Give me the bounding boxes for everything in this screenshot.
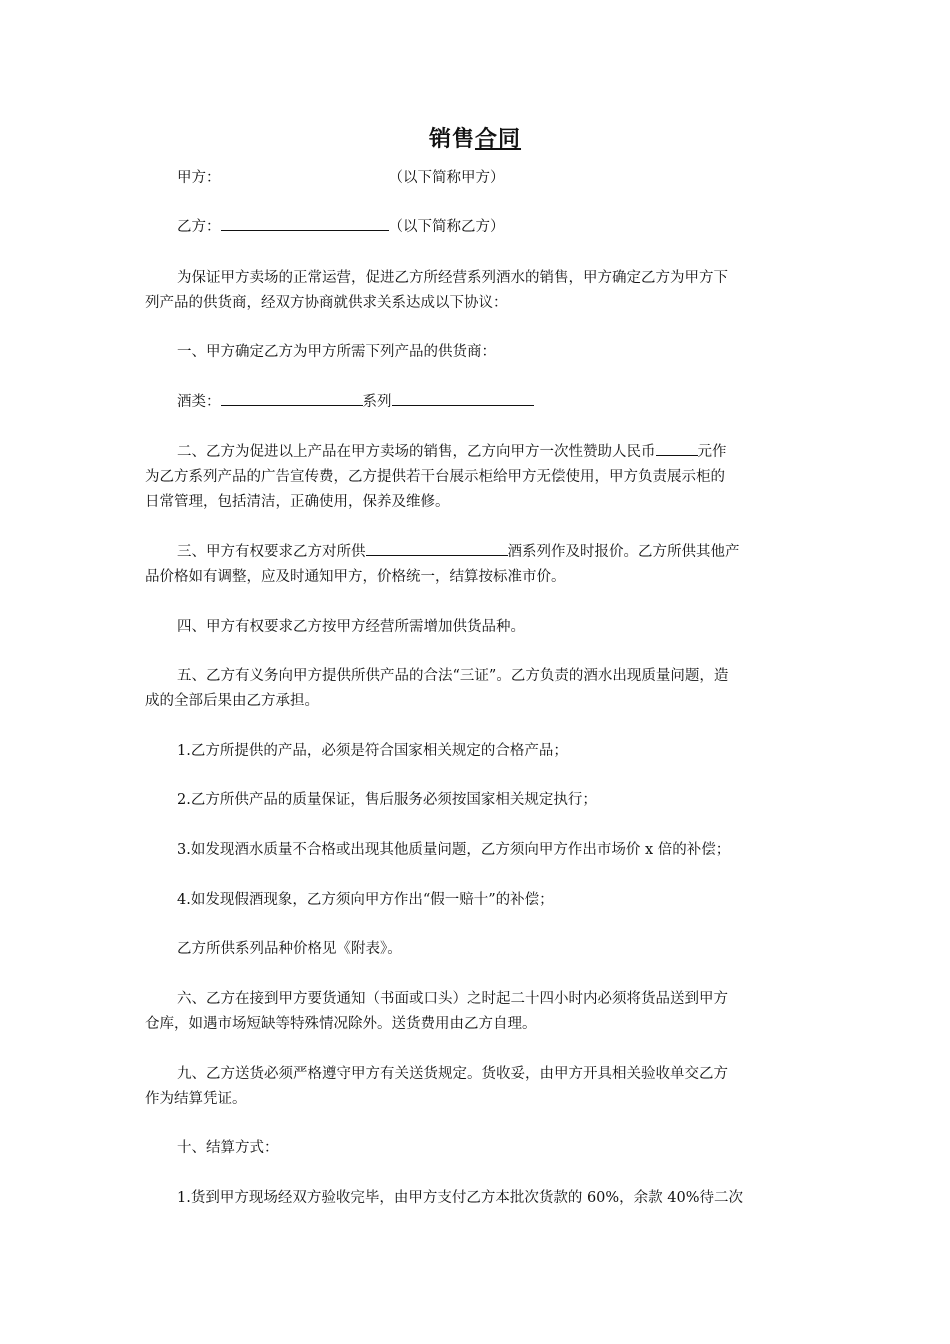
clause-9-line-2: 作为结算凭证。	[145, 1091, 247, 1107]
clause-1: 一、甲方确定乙方为甲方所需下列产品的供货商：	[177, 344, 496, 360]
wine-line	[177, 390, 810, 415]
item-2: 2.乙方所供产品的质量保证，售后服务必须按国家相关规定执行；	[177, 792, 597, 808]
clause-2-text-a: 二、乙方为促进以上产品在甲方卖场的销售，乙方向甲方一次性赞助人民币	[177, 444, 656, 460]
wine-series-label: 系列	[362, 394, 392, 410]
item-3: 3.如发现酒水质量不合格或出现其他质量问题，乙方须向甲方作出市场价 x 倍的补偿；	[177, 842, 731, 858]
item-1: 1.乙方所提供的产品，必须是符合国家相关规定的合格产品；	[177, 743, 568, 759]
sponsor-amount-blank	[656, 441, 698, 456]
party-b-note: （以下简称乙方）	[388, 219, 505, 235]
party-a-note: （以下简称甲方）	[388, 170, 505, 186]
clause-6-line-1: 六、乙方在接到甲方要货通知（书面或口头）之时起二十四小时内必须将货品送到甲方	[177, 991, 728, 1007]
settlement-item-1: 1.货到甲方现场经双方验收完毕，由甲方支付乙方本批次货款的 60%，余款 40%待二次	[177, 1190, 744, 1206]
clause-10: 十、结算方式：	[177, 1140, 279, 1156]
title-part-1: 销售	[428, 127, 475, 152]
clause-6-line-2: 仓库，如遇市场短缺等特殊情况除外。送货费用由乙方自理。	[145, 1016, 537, 1032]
intro-line-1: 为保证甲方卖场的正常运营，促进乙方所经营系列酒水的销售，甲方确定乙方为甲方下	[177, 270, 728, 286]
item-4: 4.如发现假酒现象，乙方须向甲方作出“假一赔十”的补偿；	[177, 892, 554, 908]
clause-3-line-2: 品价格如有调整，应及时通知甲方，价格统一，结算按标准市价。	[145, 569, 566, 585]
clause-5-line-1: 五、乙方有义务向甲方提供所供产品的合法“三证”。乙方负责的酒水出现质量问题，造	[177, 668, 729, 684]
clause-2-text-b: 元作	[697, 444, 727, 460]
title-part-2: 合同	[475, 127, 522, 152]
clause-2-line-1	[177, 440, 810, 465]
clause-3-line-1	[177, 540, 810, 565]
party-b-blank	[221, 216, 389, 231]
party-b-label: 乙方：	[177, 219, 221, 235]
clause-2-line-2: 为乙方系列产品的广告宣传费，乙方提供若干台展示柜给甲方无偿使用，甲方负责展示柜的	[145, 469, 725, 485]
party-b-line	[177, 215, 810, 240]
page-title	[0, 124, 950, 156]
price-list-note: 乙方所供系列品种价格见《附表》。	[177, 941, 402, 957]
wine-type-blank	[221, 391, 363, 406]
intro-line-2: 列产品的供货商，经双方协商就供求关系达成以下协议：	[145, 295, 508, 311]
clause-3-text-a: 三、甲方有权要求乙方对所供	[177, 544, 366, 560]
clause-4: 四、甲方有权要求乙方按甲方经营所需增加供货品种。	[177, 619, 525, 635]
party-a-label: 甲方：	[177, 170, 221, 186]
clause-2-line-3: 日常管理，包括清洁，正确使用，保养及维修。	[145, 494, 450, 510]
clause-3-text-b: 酒系列作及时报价。乙方所供其他产	[507, 544, 740, 560]
clause-3-blank	[366, 541, 508, 556]
clause-9-line-1: 九、乙方送货必须严格遵守甲方有关送货规定。货收妥，由甲方开具相关验收单交乙方	[177, 1066, 728, 1082]
party-a-line	[177, 166, 810, 191]
wine-series-blank	[392, 391, 534, 406]
clause-5-line-2: 成的全部后果由乙方承担。	[145, 693, 319, 709]
wine-label: 酒类：	[177, 394, 221, 410]
